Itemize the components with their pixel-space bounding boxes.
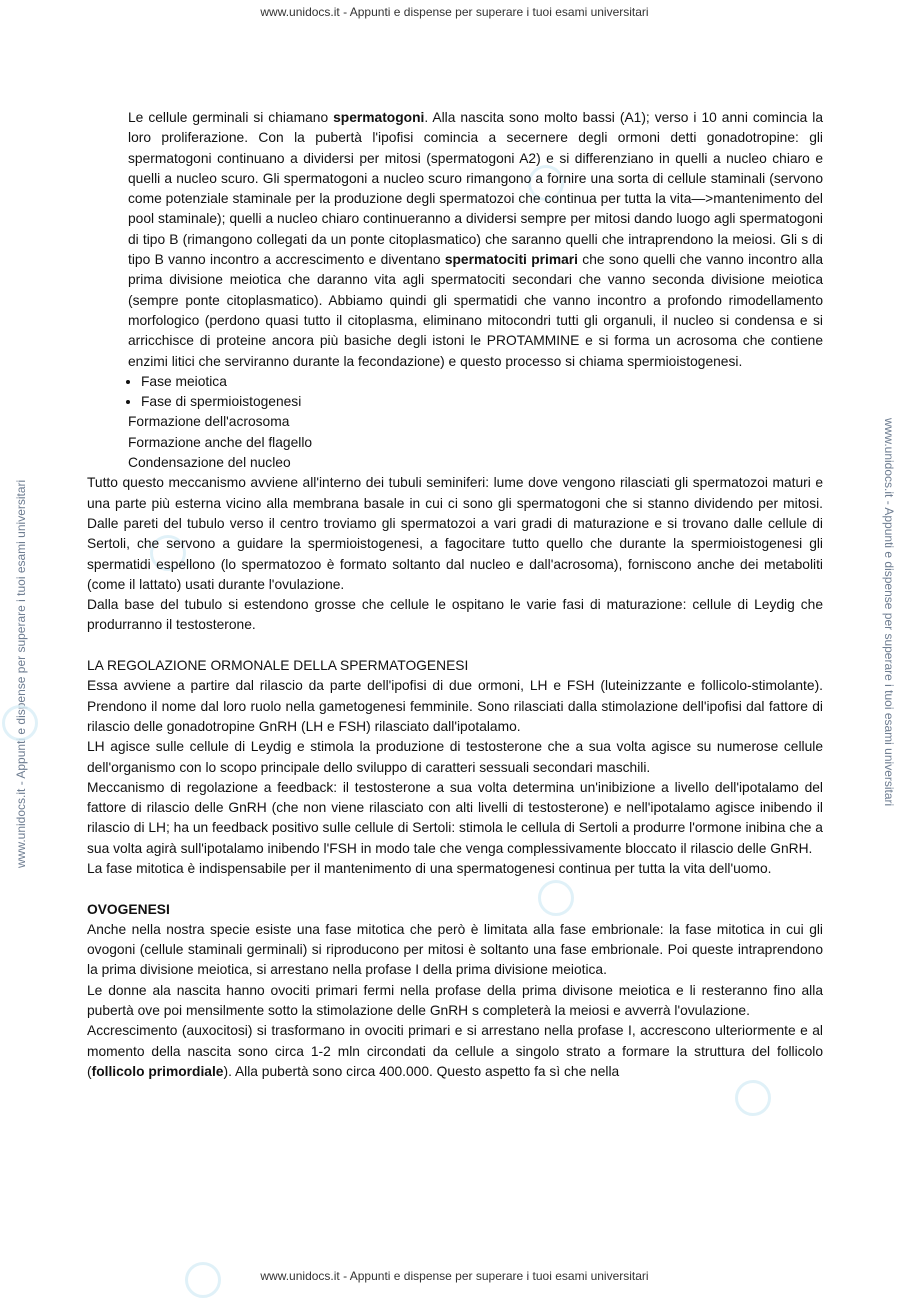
list-item: • Fase di spermioistogenesi	[141, 392, 823, 412]
watermark-right: www.unidocs.it - Appunti e dispense per superare i tuoi esami universitari	[882, 418, 896, 807]
document-body	[87, 108, 823, 1082]
paragraph-tubuli: Tutto questo meccanismo avviene all'interno dei tubuli seminiferi: lume dove vengono rilasciati gli spermatozoi maturi e una parte più esterna vicino alla membrana basale in cui ci sono gli spermatogoni che si stanno dividendo per mitosi. Dalle pareti del tubulo verso il centro troviamo gli spermatozoi a vari gradi di maturazione e si trovano dalle cellule di Sertoli, che servono a guidare la spermioistogenesi, a fagocitare tutto quello che durante la spermioistogenesi gli spermatidi espellono (lo spermatozoo è formato soltanto dal nucleo e dall'acrosoma), forniscono anche dei metaboliti (come il lattato) usati durante l'ovulazione.	[87, 475, 823, 592]
paragraph-ovogenesi-3: Accrescimento (auxocitosi) si trasformano in ovociti primari e si arrestano nella profase I, accrescono ulteriormente e al momento della nascita sono circa 1-2 mln circondati da cellule a singolo strato a formare la struttura del follicolo (follicolo primordiale). Alla pubertà sono circa 400.000. Questo aspetto fa sì che nella	[87, 1023, 823, 1079]
paragraph-base-tubulo: Dalla base del tubulo si estendono grosse che cellule le ospitano le varie fasi di maturazione: cellule di Leydig che produrranno il testosterone.	[87, 597, 823, 633]
sub-line: Formazione dell'acrosoma	[128, 414, 290, 430]
heading-ovogenesi: OVOGENESI	[87, 901, 170, 917]
list-item: • Fase meiotica	[141, 372, 823, 392]
watermark-logo-icon	[2, 705, 38, 741]
paragraph-regolazione-3: Meccanismo di regolazione a feedback: il testosterone a sua volta determina un'inibizione a livello dell'ipotalamo del fattore di rilascio delle GnRH (che non viene rilasciato con alti livelli di testosterone) e nell'ipotalamo agisce inibendo il rilascio di LH; ha un feedback positivo sulle cellule di Sertoli: stimola le cellula di Sertoli a produrre l'ormone inibina che a sua volta agirà sull'ipotalamo inibendo l'FSH in modo tale che venga complessivamente bloccato il rilascio delle GnRH.	[87, 779, 823, 856]
sub-line: Formazione anche del flagello	[128, 434, 313, 450]
paragraph-regolazione-4: La fase mitotica è indispensabile per il mantenimento di una spermatogenesi continua per tutta la vita dell'uomo.	[87, 860, 772, 876]
watermark-bottom: www.unidocs.it - Appunti e dispense per superare i tuoi esami universitari	[260, 1269, 649, 1283]
paragraph-ovogenesi-1: Anche nella nostra specie esiste una fase mitotica che però è limitata alla fase embrionale: la fase mitotica in cui gli ovogoni (cellule staminali germinali) si riproducono per mitosi è soltanto una fase embrionale. Poi queste intraprendono la prima divisione meiotica, si arrestano nella profase I della prima divisione meiotica.	[87, 921, 823, 978]
watermark-logo-icon	[735, 1080, 771, 1116]
paragraph-regolazione-1: Essa avviene a partire dal rilascio da parte dell'ipofisi di due ormoni, LH e FSH (luteinizzante e follicolo-stimolante). Prendono il nome dal loro ruolo nella gametogenesi femminile. Sono rilasciati dalla stimolazione dell'ipofisi dal fattore di rilascio delle gonadotropine GnRH (LH e FSH) rilasciato dall'ipotalamo.	[87, 678, 823, 734]
paragraph-regolazione-2: LH agisce sulle cellule di Leydig e stimola la produzione di testosterone che a sua volta agisce su numerose cellule dell'organismo con lo scopo principale dello sviluppo di caratteri sessuali secondari maschili.	[87, 739, 823, 775]
sub-line: Condensazione del nucleo	[128, 455, 291, 471]
paragraph-spermatogoni: Le cellule germinali si chiamano spermatogoni. Alla nascita sono molto bassi (A1); verso i 10 anni comincia la loro proliferazione. Con la pubertà l'ipofisi comincia a secernere degli ormoni detti gonadotropine: gli spermatogoni continuano a dividersi per mitosi (spermatogoni A2) e si differenziano in quelli a nucleo chiaro e quelli a nucleo scuro. Gli spermatogoni a nucleo scuro rimangono a fornire una sorta di cellule staminali (servono come potenziale staminale per la produzione degli spermatozoi che continua per tutta la vita—>mantenimento del pool staminale); quelli a nucleo chiaro continueranno a dividersi sempre per mitosi dando luogo agli spermatogoni di tipo B (rimangono collegati da un ponte citoplasmatico) che saranno quelli che intraprendono la meiosi. Gli s di tipo B vanno incontro a accrescimento e diventano spermatociti primari che sono quelli che vanno incontro alla prima divisione meiotica che daranno vita agli spermatociti secondari che vanno seconda divisione meiotica (sempre ponte citoplasmatico). Abbiamo quindi gli spermatidi che vanno incontro a profondo rimodellamento morfologico (perdono quasi tutto il citoplasma, eliminano mitocondri tutti gli organuli, il nucleo si condensa e si arricchisce di proteine ancora più basiche degli istoni le PROTAMMINE e si forma un acrosoma che contiene enzimi litici che serviranno durante la fecondazione) e questo processo si chiama spermioistogenesi.	[128, 110, 824, 369]
watermark-left: www.unidocs.it - Appunti e dispense per superare i tuoi esami universitari	[14, 479, 28, 868]
heading-regolazione: LA REGOLAZIONE ORMONALE DELLA SPERMATOGENESI	[87, 658, 469, 674]
paragraph-ovogenesi-2: Le donne ala nascita hanno ovociti primari fermi nella profase della prima divisone meiotica e li resteranno fino alla pubertà ove poi mensilmente sotto la stimolazione delle GnRH s completerà la meiosi e avverrà l'ovulazione.	[87, 982, 823, 1019]
phase-list	[87, 372, 823, 413]
watermark-top: www.unidocs.it - Appunti e dispense per superare i tuoi esami universitari	[260, 5, 649, 19]
